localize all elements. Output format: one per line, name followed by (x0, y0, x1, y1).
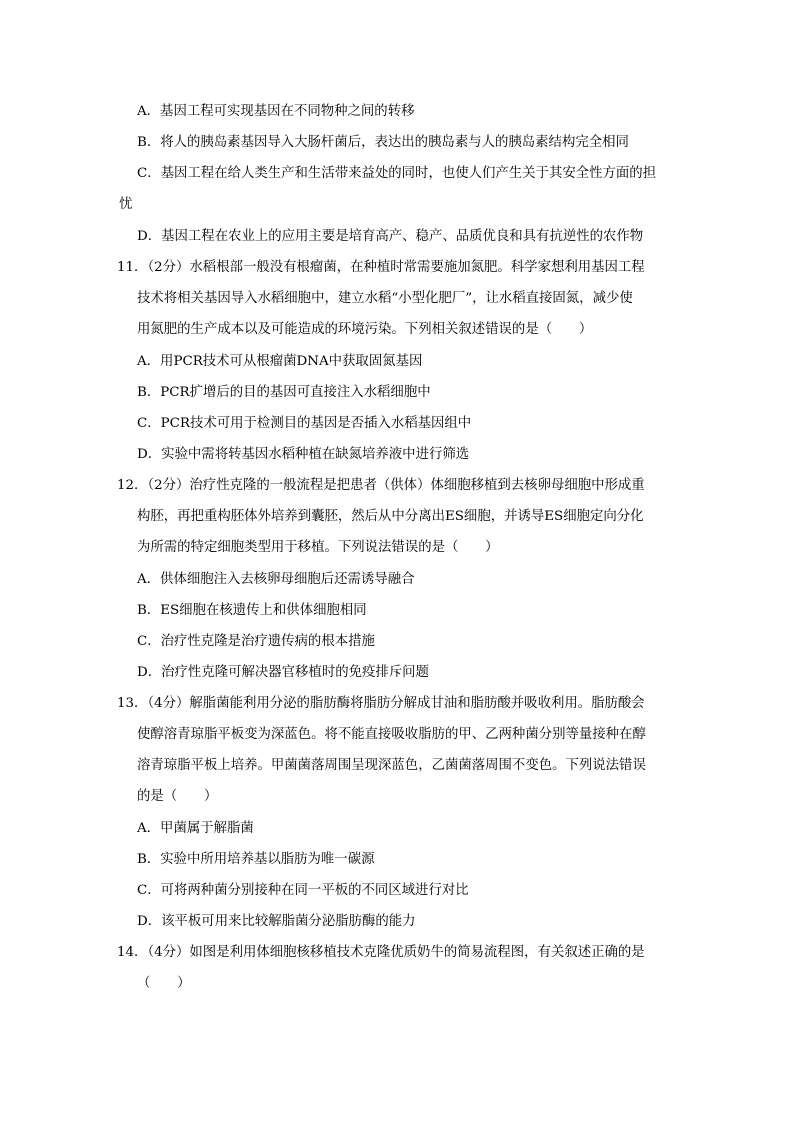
q12-stem-line-1: 12．（2分）治疗性克隆的一般流程是把患者（供体）体细胞移植到去核卵母细胞中形成重 (117, 478, 645, 493)
q13-option-b: B．实验中所用培养基以脂肪为唯一碳源 (137, 852, 375, 867)
q14-stem-line-2: （ ） (137, 976, 191, 991)
q13-stem-line-1: 13．（4分）解脂菌能利用分泌的脂肪酶将脂肪分解成甘油和脂肪酸并吸收利用。脂肪酸会 (117, 696, 645, 711)
q12-option-d: D．治疗性克隆可解决器官移植时的免疫排斥问题 (137, 665, 429, 680)
q12-option-b: B．ES细胞在核遗传上和供体细胞相同 (137, 603, 367, 618)
q12-option-c: C．治疗性克隆是治疗遗传病的根本措施 (137, 634, 375, 649)
q11-option-b: B．PCR扩增后的目的基因可直接注入水稻细胞中 (137, 385, 431, 400)
q11-stem-line-3: 用氮肥的生产成本以及可能造成的环境污染。下列相关叙述错误的是（ ） (137, 322, 593, 337)
q10-option-c: C．基因工程在给人类生产和生活带来益处的同时，也使人们产生关于其安全性方面的担 (137, 166, 657, 181)
q10-option-d: D．基因工程在农业上的应用主要是培育高产、稳产、品质优良和具有抗逆性的农作物 (137, 229, 644, 244)
q13-stem-line-3: 溶青琼脂平板上培养。甲菌菌落周围呈现深蓝色，乙菌菌落周围不变色。下列说法错误 (137, 758, 646, 773)
q13-option-d: D．该平板可用来比较解脂菌分泌脂肪酶的能力 (137, 914, 416, 929)
q11-stem-line-1: 11．（2分）水稻根部一般没有根瘤菌，在种植时常需要施加氮肥。科学家想利用基因工程 (117, 260, 645, 275)
q11-option-c: C．PCR技术可用于检测目的基因是否插入水稻基因组中 (137, 416, 472, 431)
q12-option-a: A．供体细胞注入去核卵母细胞后还需诱导融合 (137, 572, 415, 587)
q13-stem-line-4: 的是（ ） (137, 789, 218, 804)
q13-option-c: C．可将两种菌分别接种在同一平板的不同区域进行对比 (137, 883, 469, 898)
q11-option-a: A．用PCR技术可从根瘤菌DNA中获取固氮基因 (137, 354, 423, 369)
q14-stem-line-1: 14．（4分）如图是利用体细胞核移植技术克隆优质奶牛的简易流程图，有关叙述正确的是 (117, 945, 645, 960)
q10-option-c-wrap: 忧 (119, 197, 133, 212)
q12-stem-line-2: 构胚，再把重构胚体外培养到囊胚，然后从中分离出ES细胞，并诱导ES细胞定向分化 (137, 509, 644, 524)
q12-stem-line-3: 为所需的特定细胞类型用于移植。下列说法错误的是（ ） (137, 540, 499, 555)
q11-stem-line-2: 技术将相关基因导入水稻细胞中，建立水稻“小型化肥厂”，让水稻直接固氮，减少使 (137, 291, 633, 306)
q10-option-b: B．将人的胰岛素基因导入大肠杆菌后，表达出的胰岛素与人的胰岛素结构完全相同 (137, 135, 629, 150)
q10-option-a: A．基因工程可实现基因在不同物种之间的转移 (137, 104, 415, 119)
q13-option-a: A．甲菌属于解脂菌 (137, 821, 254, 836)
q11-option-d: D．实验中需将转基因水稻种植在缺氮培养液中进行筛选 (137, 447, 470, 462)
q13-stem-line-2: 使醇溶青琼脂平板变为深蓝色。将不能直接吸收脂肪的甲、乙两种菌分别等量接种在醇 (137, 727, 646, 742)
